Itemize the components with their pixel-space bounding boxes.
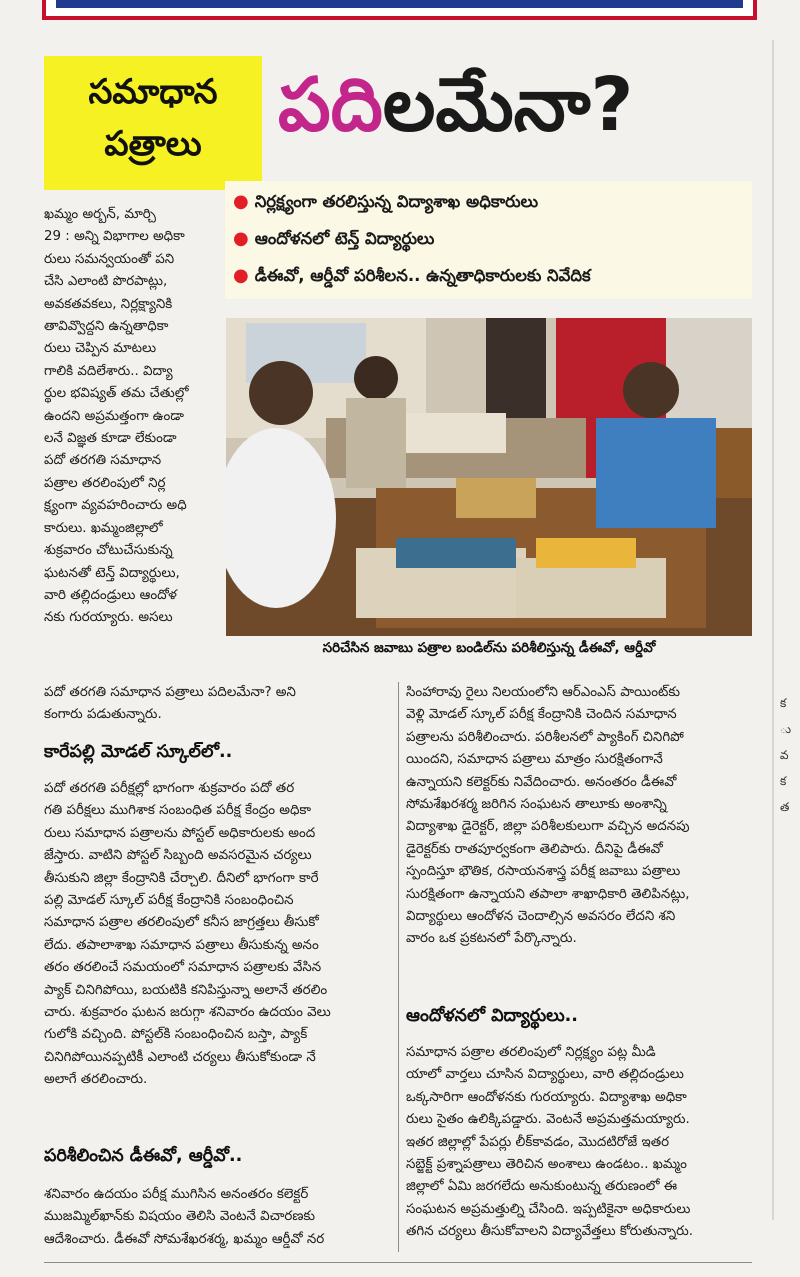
headline-rest: లమేనా? [382,62,634,148]
text-line: పదో తరగతి పరీక్షల్లో భాగంగా శుక్రవారం పదో తర [44,781,295,796]
sliver-glyph: క [780,696,787,710]
text-line: సమాధాన పత్రాల తరలింపులో కనీస జాగ్రత్తలు తీసుకో [44,915,319,931]
text-line: చేసి ఎలాంటి పొరపాట్లు, [44,274,168,290]
sliver-glyph: త [780,800,790,814]
text-line: రులు సమన్వయంతో పని [44,251,175,267]
text-line: అలాగే తరలించారు. [44,1072,148,1088]
column-two-body [406,1042,752,1244]
text-line: సంఘటన అప్రమత్తుల్ని చేసింది. ఇప్పటికైనా అధికారులు [406,1201,691,1217]
text-line: యిందని, సమాధాన పత్రాలు మాత్రం సురక్షితంగానే [406,752,663,768]
bullet-icon: ● [233,228,249,249]
text-line: ప్యాక్‌ చినిగిపోయి, బయటికి కనిపిస్తున్నా అలానే తరలిం [44,982,328,998]
text-line: ఉందని అప్రమత్తంగా ఉండా [44,408,184,424]
text-line: వారి తల్లిదండ్రులు ఆందోళ [44,587,177,603]
column-two-body [406,682,752,951]
text-line: ఘటనతో టెన్త్‌ విద్యార్థులు, [44,565,180,581]
text-line: ఇతర జిల్లాల్లో పేపర్లు లీక్‌కావడం, మొదటిరోజే ఇతర [406,1134,670,1150]
section-heading: కారేపల్లి మోడల్‌ స్కూల్‌లో.. [44,742,233,762]
text-line: లనే విజ్ఞత కూడా లేకుండా [44,431,177,447]
text-line: జిల్లాలో ఏమి జరగలేదు అనుకుంటున్న తరుణంలో ఈ [406,1179,678,1195]
section-body [44,1184,390,1251]
column-divider [398,682,399,1252]
bottom-rule [44,1262,752,1263]
text-line: ముజమ్మిల్‌ఖాన్‌కు విషయం తెలిసి వెంటనే విచారణకు [44,1209,316,1225]
text-line: కారులు. ఖమ్మంజిల్లాలో [44,520,163,536]
text-line: విద్యాశాఖ డైరెక్టర్‌, జిల్లా పరిశీలకులుగా వచ్చిన అదనపు [406,819,690,835]
text-line: ఒక్కసారిగా ఆందోళనకు గురయ్యారు. విద్యాశాఖ అధికా [406,1089,687,1105]
text-line: పదో తరగతి సమాధాన పత్రాలు పదిలమేనా? అని [44,685,296,700]
text-line: సబ్జెక్ట్‌ ప్రశ్నాపత్రాలు తెరిచిన అంశాలు ఉండటం.. ఖమ్మం [406,1157,687,1173]
news-photo [226,318,752,636]
text-line: వెళ్లి మోడల్‌ స్కూల్‌ పరీక్ష కేంద్రానికి చెందిన సమాధాన [406,707,677,723]
text-line: రులు సైతం ఉలిక్కిపడ్డారు. వెంటనే అప్రమత్తమయ్యారు. [406,1112,690,1128]
text-line: ఆదేశించారు. డీఈవో సోమశేఖరశర్మ, ఖమ్మం ఆర్డీవో నర [44,1231,325,1247]
intro-column [44,204,214,630]
sliver-glyph: వ [780,748,789,762]
text-line: పదో తరగతి సమాధాన [44,453,162,469]
section-label-line1: సమాధాన [88,72,218,112]
text-line: విద్యార్థులు ఆందోళన చెందాల్సిన అవసరం లేదని శని [406,909,676,925]
text-line: తరం తరలించే సమయంలో సమాధాన పత్రాలకు వేసిన [44,960,322,976]
text-line: క్ష్యంగా వ్యవహరించారు అధి [44,498,187,514]
text-line: శుక్రవారం చోటుచేసుకున్న [44,543,173,559]
sliver-glyph: క [780,774,787,788]
text-line: రులు చెప్పిన మాటలు [44,341,157,357]
section-label-line2: పత్రాలు [104,124,202,164]
text-line: వారం ఒక ప్రకటనలో పేర్కొన్నారు. [406,931,577,947]
photo-caption: సరిచేసిన జవాబు పత్రాల బండిల్‌ను పరిశీలిస్తున్న డీఈవో, ఆర్డీవో [322,640,656,656]
section-heading: పరిశీలించిన డీఈవో, ఆర్డీవో.. [44,1146,243,1166]
text-line: కంగారు పడుతున్నారు. [44,707,162,723]
text-line: గాలికి వదిలేశారు.. విద్యా [44,363,173,379]
text-line: గతి పరీక్షలు ముగిశాక సంబంధిత పరీక్ష కేంద్రం అధికా [44,803,312,819]
text-line: ఉన్నాయని కలెక్టర్‌కు నివేదించారు. అనంతరం డీఈవో [406,774,677,790]
text-line: ర్థుల భవిష్యత్‌ తమ చేతుల్లో [44,386,189,402]
headline [278,62,633,166]
text-line: 29 : అన్ని విభాగాల అధికా [44,229,185,245]
text-line: రులు సమాధాన పత్రాలను పోస్టల్‌ అధికారులకు అంద [44,825,316,841]
section-heading: ఆందోళనలో విద్యార్థులు.. [406,1006,578,1026]
text-line: జేస్తారు. వాటిని పోస్టల్‌ సిబ్బంది అవసరమైన చర్యలు [44,848,312,864]
text-line: నకు గురయ్యారు. అసలు [44,610,173,626]
text-line: స్పందిస్తూ భౌతిక, రసాయనశాస్త్ర పరీక్ష జవాబు పత్రాలు [406,864,681,880]
text-line: తీసుకుని జిల్లా కేంద్రానికి చేర్చాలి. దీనిలో భాగంగా కారే [44,870,319,886]
text-line: గులోకి వచ్చింది. పోస్టల్‌కి సంబంధించిన బస్తా, ప్యాక్‌ [44,1027,308,1043]
text-line: లేదు. తపాలాశాఖ సమాధాన పత్రాలు తీసుకున్న అనం [44,937,319,953]
highlight-item: ● డీఈవో, ఆర్డీవో పరిశీలన.. ఉన్నతాధికారులకు నివేదిక [233,265,591,286]
text-line: పల్లి మోడల్‌ స్కూల్‌ పరీక్ష కేంద్రానికి సంబంధించిన [44,893,294,909]
bullet-icon: ● [233,265,249,286]
text-line: శనివారం ఉదయం పరీక్ష ముగిసిన అనంతరం కలెక్టర్‌ [44,1187,309,1202]
text-line: అవకతవకలు, నిర్లక్ష్యానికి [44,296,173,312]
highlights-box [225,181,752,299]
section-label [44,56,262,190]
bullet-icon: ● [233,191,249,212]
text-line: సింహారావు రైలు నిలయంలోని ఆర్‌ఎంఎస్‌ పాయింట్‌కు [406,685,680,700]
highlight-item: ● నిర్లక్ష్యంగా తరలిస్తున్న విద్యాశాఖ అధికారులు [233,191,539,212]
text-line: పత్రాల తరలింపులో నిర్ల [44,475,166,491]
text-line: యాలో వార్తలు చూసిన విద్యార్థులు, వారి తల్లిదండ్రులు [406,1067,684,1083]
text-line: సోమశేఖరశర్మ జరిగిన సంఘటన తాలూకు అంశాన్ని [406,797,667,813]
masthead-strip [42,0,757,20]
sliver-glyph: ు [780,722,792,736]
text-line: పత్రాలను పరిశీలించారు. పరిశీలనలో ప్యాకింగ్‌ చినిగిపో [406,729,684,745]
headline-highlight: పది [278,62,383,148]
page-gutter-rule [772,40,774,1220]
text-line: సమాధాన పత్రాల తరలింపులో నిర్లక్ష్యం పట్ల మీడి [406,1045,656,1060]
text-line: ఖమ్మం అర్బన్‌, మార్చి [44,207,156,222]
text-line: సురక్షితంగా ఉన్నాయని తపాలా శాఖాధికారి తెలిపినట్లు, [406,886,690,902]
adjacent-article-sliver [780,690,800,1020]
highlight-item: ● ఆందోళనలో టెన్త్‌ విద్యార్థులు [233,228,435,249]
text-line: చినిగిపోయినప్పటికీ ఎలాంటి చర్యలు తీసుకోకుండా నే [44,1049,316,1065]
text-line: తగిన చర్యలు తీసుకోవాలని విద్యావేత్తలు కోరుతున్నారు. [406,1224,694,1240]
section-body [44,778,390,1092]
intro-continuation [44,682,390,727]
text-line: తావివ్వొద్దని ఉన్నతాధికా [44,319,169,335]
text-line: డైరెక్టర్‌కు రాతపూర్వకంగా తెలిపారు. దీనిపై డీఈవో [406,841,663,857]
text-line: చారు. శుక్రవారం ఘటన జరుగ్గా శనివారం ఉదయం వెలు [44,1005,331,1021]
